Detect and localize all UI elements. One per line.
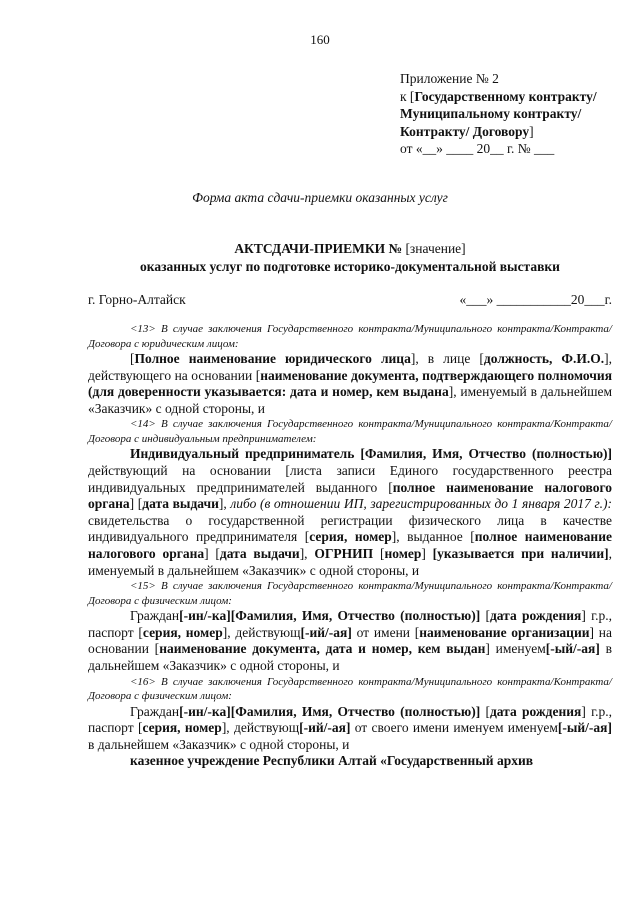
act-title [90, 240, 610, 276]
text-segment: ] [421, 545, 433, 561]
act-subtitle: оказанных услуг по подготовке историко-документальной выставки [140, 259, 560, 274]
text-segment: ], действующ [221, 720, 300, 736]
text-segment: [ [480, 703, 490, 719]
text-segment: ], действующ [222, 624, 301, 640]
text-segment: свидетельства о государственной регистрации физического лица в качестве индивидуального предпринимателя [ [88, 512, 612, 545]
text-segment: ] на основании [ [88, 624, 612, 657]
text-segment: либо (в отношении ИП, зарегистрированных до 1 января 2017 г.): [230, 496, 612, 512]
party-paragraph [88, 446, 612, 579]
text-segment: ] г.р., паспорт [ [88, 703, 612, 736]
text-segment: дата выдачи [219, 545, 300, 561]
page-number: 160 [310, 32, 330, 47]
act-title-main: АКТСДАЧИ-ПРИЕМКИ № [234, 241, 403, 256]
text-segment: наименование документа, подтверждающего полномочия (для доверенности указывается: дата и номер, кем выдана [88, 367, 612, 400]
text-segment: ] именуем [485, 641, 546, 657]
text-segment: полное наименование налогового органа [88, 529, 612, 561]
text-segment: ], выданное [ [391, 529, 475, 545]
text-segment: [-ый/-ая] [557, 720, 612, 736]
text-segment: от имени [ [351, 624, 420, 640]
text-segment: [ [480, 608, 490, 624]
text-segment: дата рождения [489, 703, 582, 719]
text-segment: дата рождения [489, 608, 582, 624]
text-segment: ], [299, 545, 315, 561]
text-segment: от своего имени именуем именуем [350, 720, 558, 736]
footnote-condition: <15> В случае заключения Государственного контракта/Муниципального контракта/Контракта/Договора с физическим лицом: [88, 580, 612, 607]
appendix-block [400, 70, 620, 158]
text-segment: [ [130, 351, 135, 366]
text-segment: серия, номер [142, 720, 222, 736]
text-segment: должность, Ф.И.О. [483, 351, 605, 366]
text-segment: наименование документа, дата и номер, кем выдан [159, 641, 486, 657]
text-segment: ] [ [129, 496, 143, 512]
document-body [88, 322, 612, 770]
text-segment: , именуемый в дальнейшем «Заказчик» с одной стороны, и [88, 545, 612, 578]
date-blank: «___» ___________20___г. [459, 292, 612, 307]
party-paragraph [88, 608, 612, 674]
footnote-condition: <16> В случае заключения Государственного контракта/Муниципального контракта/Контракта/Договора с физическим лицом: [88, 675, 612, 702]
text-segment: ], [218, 496, 231, 512]
text-segment: серия, номер [309, 529, 392, 545]
appendix-date-number: от «__» ____ 20__ г. № ___ [400, 141, 555, 156]
text-segment: Индивидуальный предприниматель [Фамилия, Имя, Отчество (полностью)] [130, 446, 612, 462]
text-segment: серия, номер [142, 624, 223, 640]
text-segment: [-ин/-ка][Фамилия, Имя, Отчество (полностью)] [179, 608, 481, 624]
text-segment: номер [384, 545, 422, 561]
text-segment: Полное наименование юридического лица [134, 351, 411, 366]
city-date-line [88, 292, 612, 308]
appendix-title: Приложение № 2 [400, 71, 499, 86]
text-segment: наименование организации [419, 624, 590, 640]
text-segment: действующий на основании [листа записи Единого государственного реестра индивидуальных предпринимателей выданного [ [88, 462, 612, 495]
last-line: казенное учреждение Республики Алтай «Государственный архив [130, 753, 534, 769]
city: г. Горно-Алтайск [88, 292, 186, 307]
party-paragraph [88, 704, 612, 754]
text-segment: [-ин/-ка][Фамилия, Имя, Отчество (полностью)] [179, 703, 481, 719]
text-segment: в дальнейшем «Заказчик» с одной стороны, и [88, 736, 350, 752]
text-segment: [-ый/-ая] [545, 641, 600, 657]
text-segment: ], в лице [ [410, 351, 484, 366]
appendix-contract-ref: к [Государственному контракту/Муниципальному контракту/Контракту/ Договору] [400, 88, 597, 139]
text-segment: ОГРНИП [314, 545, 374, 561]
footnote-condition: <13> В случае заключения Государственного контракта/Муниципального контракта/Контракта/Договора с юридическим лицом: [88, 323, 612, 350]
footnote-condition: <14> В случае заключения Государственного контракта/Муниципального контракта/Контракта/Договора с индивидуальным предпринимателем: [88, 418, 612, 445]
text-segment: полное наименование налогового органа [88, 479, 612, 512]
text-segment: [-ий/-ая] [299, 720, 351, 736]
party-paragraph [88, 351, 612, 417]
text-segment: дата выдачи [142, 496, 219, 512]
text-segment: [указывается при наличии] [432, 545, 609, 561]
text-segment: ] г.р., паспорт [ [88, 608, 612, 640]
text-segment: ], действующего на основании [ [88, 351, 612, 383]
text-segment: Граждан [130, 608, 180, 624]
text-segment: в дальнейшем «Заказчик» с одной стороны, и [88, 641, 612, 673]
act-number-placeholder: [значение] [405, 241, 466, 256]
text-segment: [-ий/-ая] [300, 624, 352, 640]
text-segment: [ [373, 545, 385, 561]
text-segment: ] [ [204, 545, 220, 561]
text-segment: ], именуемый в дальнейшем «Заказчик» с одной стороны, и [88, 384, 612, 416]
form-title: Форма акта сдачи-приемки оказанных услуг [192, 190, 448, 205]
text-segment: Граждан [130, 703, 180, 719]
